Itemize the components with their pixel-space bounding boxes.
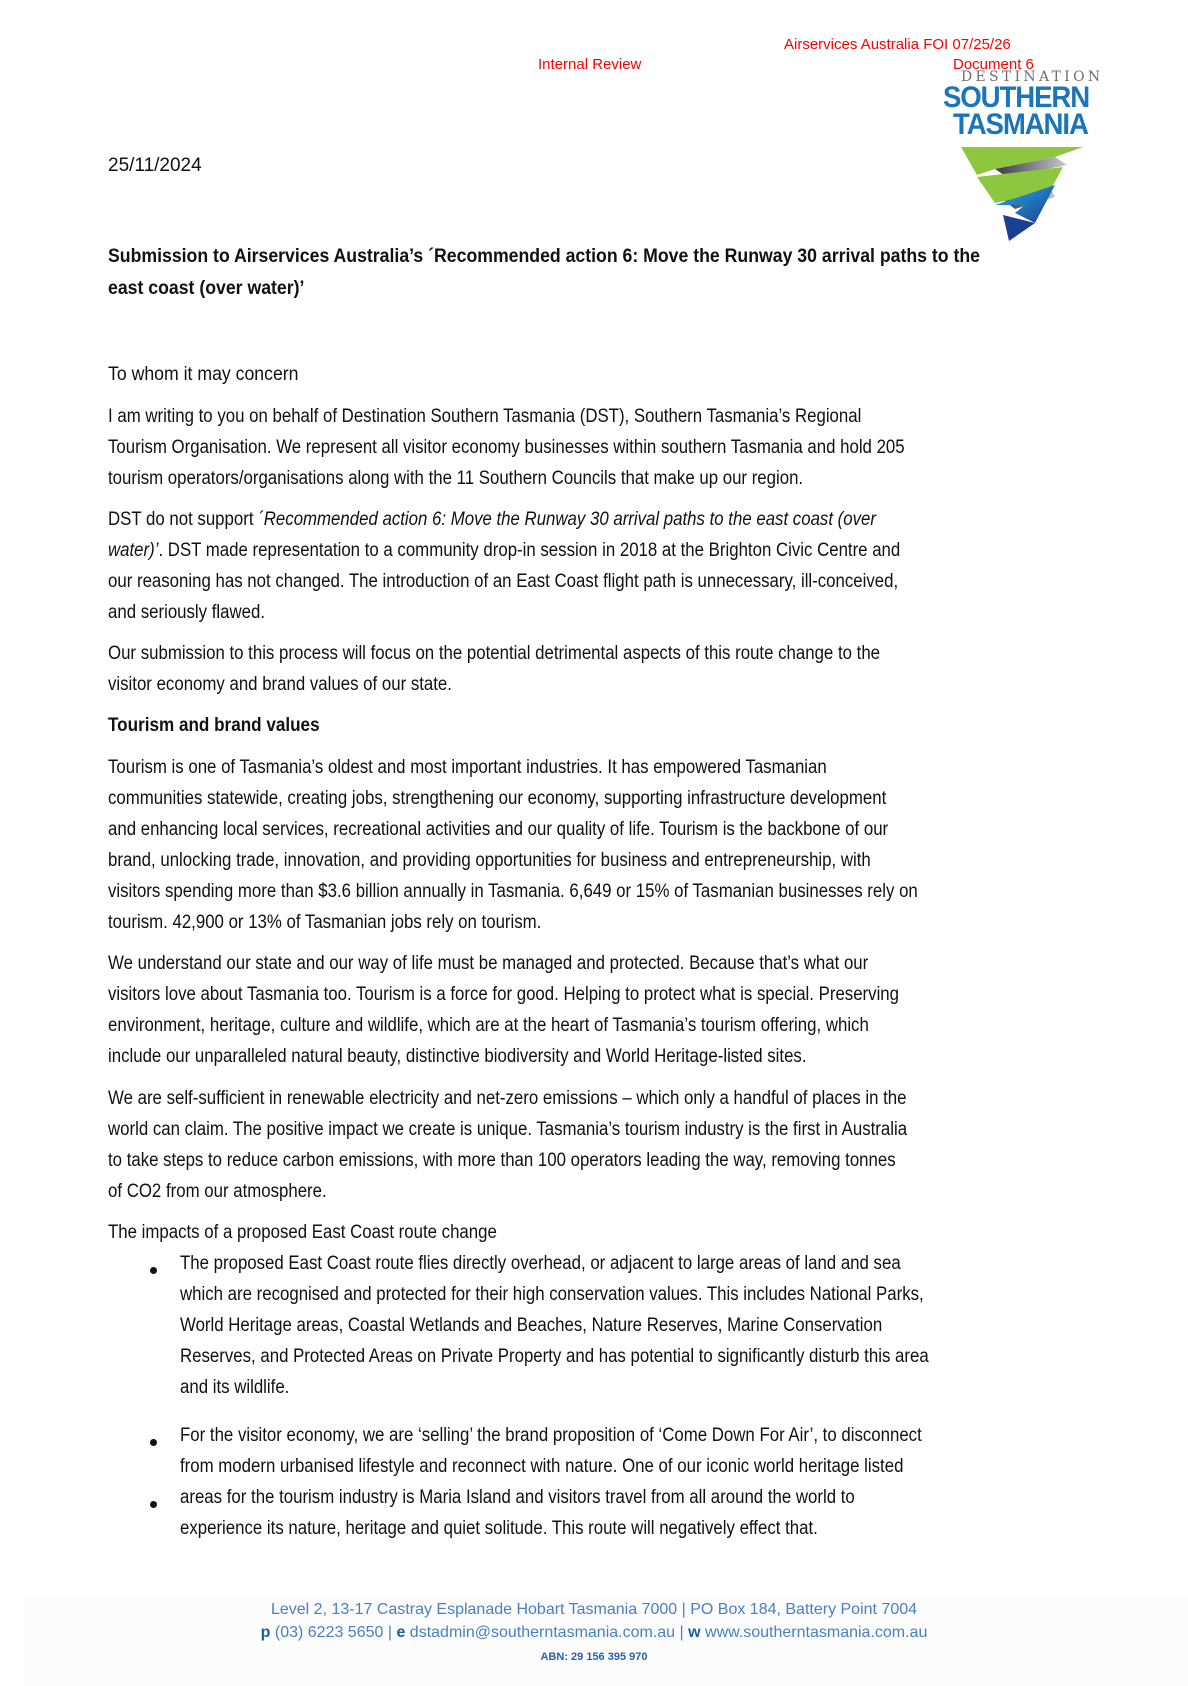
email-label: e [396,1624,406,1641]
logo-tasmania-text: TASMANIA [953,108,1088,141]
subject-line-2: east coast (over water)’ [108,278,305,299]
bullet-icon [150,1501,157,1508]
bullet-icon [150,1267,157,1274]
bullet-line: and its wildlife. [180,1377,290,1398]
letter-date: 25/11/2024 [108,155,202,176]
paragraph-line [108,509,876,531]
phone-label: p [260,1624,271,1641]
paragraph-line: our reasoning has not changed. The introduction of an East Coast flight path is unnecessary, ill-conceived, [108,571,899,592]
bullet-line: which are recognised and protected for their high conservation values. This includes National Parks, [180,1284,924,1305]
bullet-line: areas for the tourism industry is Maria Island and visitors travel from all around the world to [180,1487,855,1508]
salutation: To whom it may concern [108,364,299,385]
bullet-line: from modern urbanised lifestyle and reconnect with nature. One of our iconic world heritage listed [180,1456,904,1477]
footer-website[interactable]: www.southerntasmania.com.au [700,1624,928,1641]
paragraph-line: visitor economy and brand values of our state. [108,674,452,695]
paragraph-line: environment, heritage, culture and wildlife, which are at the heart of Tasmania’s tourism offering, which [108,1015,869,1036]
internal-review-stamp: Internal Review [538,56,642,73]
section-heading-tourism: Tourism and brand values [108,715,320,736]
text-plain: DST do not support [108,509,259,530]
section-heading-impacts: The impacts of a proposed East Coast route change [108,1222,497,1243]
foi-reference-stamp: Airservices Australia FOI 07/25/26 [784,36,1011,53]
paragraph-line [108,540,900,562]
paragraph-line: communities statewide, creating jobs, strengthening our economy, supporting infrastructure development [108,788,887,809]
text-plain: . DST made representation to a community drop-in session in 2018 at the Brighton Civic Centre and [158,540,901,561]
bullet-line: Reserves, and Protected Areas on Private Property and has potential to significantly disturb this area [180,1346,929,1367]
paragraph-line: to take steps to reduce carbon emissions, with more than 100 operators leading the way, removing tonnes [108,1150,896,1171]
logo-destination-text: DESTINATION [961,69,1104,85]
paragraph-line: world can claim. The positive impact we create is unique. Tasmania’s tourism industry is the first in Australia [108,1119,908,1140]
paragraph-line: visitors spending more than $3.6 billion annually in Tasmania. 6,649 or 15% of Tasmanian businesses rely on [108,881,918,902]
paragraph-line: and enhancing local services, recreational activities and our quality of life. Tourism is the backbone of our [108,819,889,840]
bullet-line: experience its nature, heritage and quiet solitude. This route will negatively effect that. [180,1518,818,1539]
paragraph-line: and seriously flawed. [108,602,266,623]
paragraph-line: We are self-sufficient in renewable electricity and net-zero emissions – which only a handful of places in the [108,1088,907,1109]
quoted-action-title: ´Recommended action 6: Move the Runway 30 arrival paths to the east coast (over [258,509,876,530]
paragraph-line: Tourism is one of Tasmania’s oldest and most important industries. It has empowered Tasmanian [108,757,827,778]
footer-contact [0,1624,1188,1642]
paragraph-line: Tourism Organisation. We represent all visitor economy businesses within southern Tasmania and hold 205 [108,437,905,458]
footer-phone: (03) 6223 5650 | [270,1624,397,1641]
footer-email[interactable]: dstadmin@southerntasmania.com.au | [405,1624,689,1641]
document-number-stamp: Document 6 [953,56,1034,73]
web-label: w [688,1624,701,1641]
paragraph-line: We understand our state and our way of life must be managed and protected. Because that’s what our [108,953,869,974]
subject-line-1: Submission to Airservices Australia’s ´Recommended action 6: Move the Runway 30 arrival paths to the [108,246,980,267]
paragraph-line: tourism operators/organisations along with the 11 Southern Councils that make up our region. [108,468,804,489]
bullet-line: World Heritage areas, Coastal Wetlands and Beaches, Nature Reserves, Marine Conservation [180,1315,883,1336]
paragraph-line: brand, unlocking trade, innovation, and providing opportunities for business and entrepreneurship, with [108,850,871,871]
footer-abn: ABN: 29 156 395 970 [540,1651,648,1663]
footer-address: Level 2, 13-17 Castray Esplanade Hobart Tasmania 7000 | PO Box 184, Battery Point 7004 [270,1601,918,1618]
bullet-icon [150,1439,157,1446]
paragraph-line: of CO2 from our atmosphere. [108,1181,327,1202]
quoted-action-title: water)’ [108,540,159,561]
paragraph-line: I am writing to you on behalf of Destination Southern Tasmania (DST), Southern Tasmania’s Regional [108,406,862,427]
logo-southern-text: SOUTHERN [943,81,1090,114]
paragraph-line: tourism. 42,900 or 13% of Tasmanian jobs rely on tourism. [108,912,542,933]
bullet-line: The proposed East Coast route flies directly overhead, or adjacent to large areas of land and sea [180,1253,901,1274]
paragraph-line: Our submission to this process will focus on the potential detrimental aspects of this route change to the [108,643,881,664]
bullet-line: For the visitor economy, we are ‘selling’ the brand proposition of ‘Come Down For Air’, to disconnect [180,1425,922,1446]
paragraph-line: visitors love about Tasmania too. Tourism is a force for good. Helping to protect what is special. Preserving [108,984,900,1005]
paragraph-line: include our unparalleled natural beauty, distinctive biodiversity and World Heritage-listed sites. [108,1046,807,1067]
tasmania-triangle-logo-icon [955,143,1090,243]
